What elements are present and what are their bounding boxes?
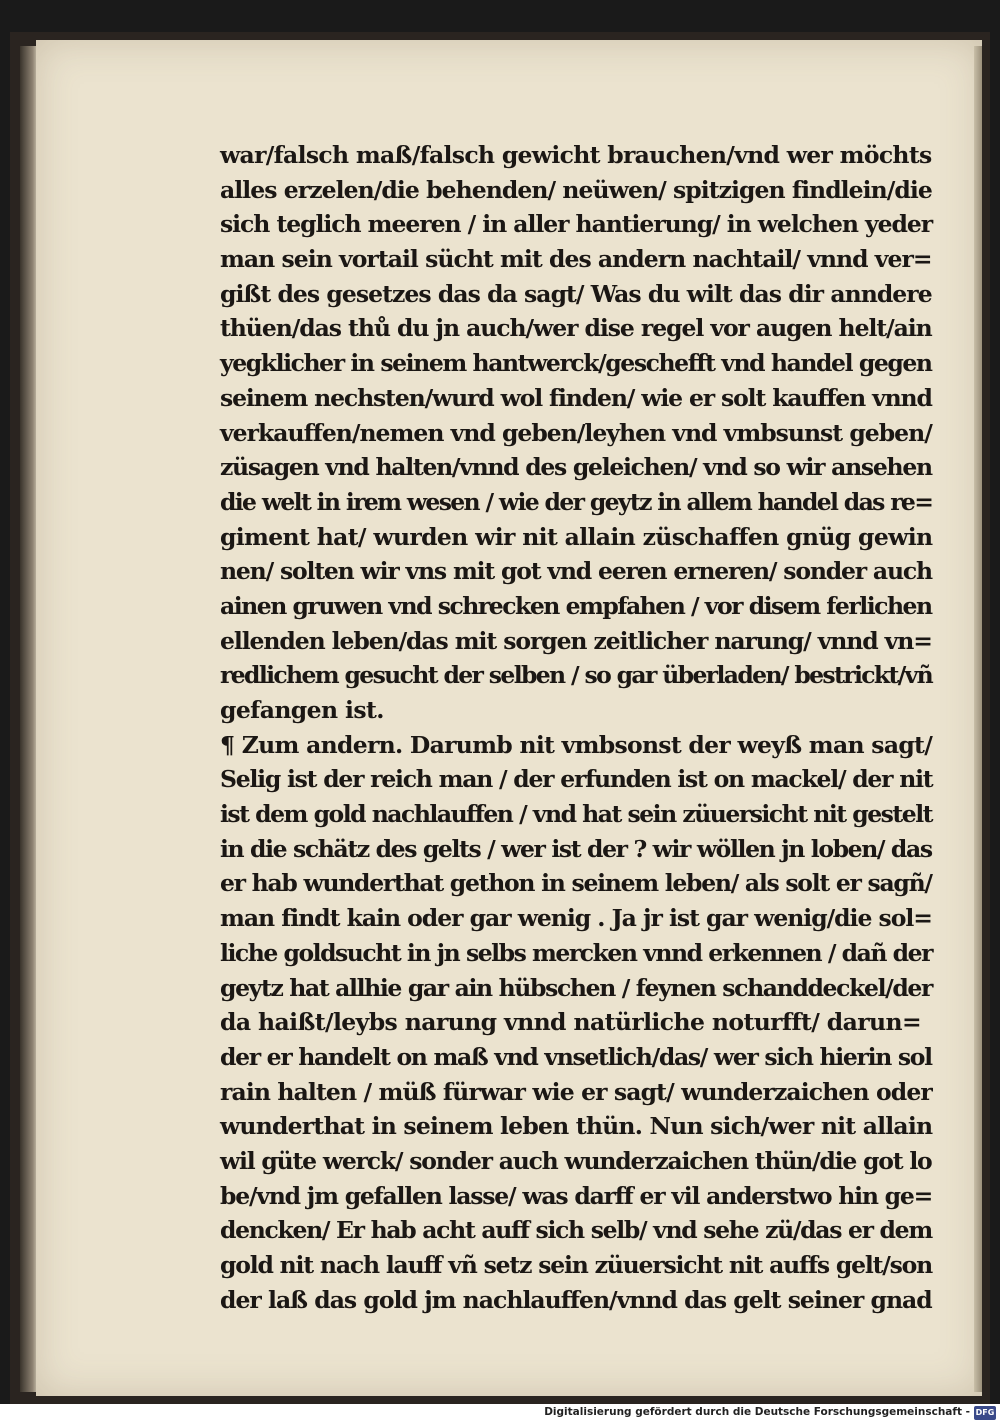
text-line: giment hat/ wurden wir nit allain züschaffen gnüg gewin (220, 522, 933, 551)
text-line: rain halten / müß fürwar wie er sagt/ wunderzaichen oder (220, 1077, 932, 1106)
page-right-edge (974, 46, 982, 1392)
text-line: ellenden leben/das mit sorgen zeitlicher narung/ vnnd vn= (220, 626, 932, 655)
text-line: dencken/ Er hab acht auff sich selb/ vnd sehe zü/das er dem (220, 1216, 932, 1245)
text-line: war/falsch maß/falsch gewicht brauchen/vnd wer möchts (220, 141, 932, 169)
text-line: yegklicher in seinem hantwerck/geschefft vnd handel gegen (220, 349, 932, 378)
text-line: gißt des gesetzes das da sagt/ Was du wilt das dir anndere (220, 279, 932, 308)
text-line: man sein vortail sücht mit des andern nachtail/ vnnd ver= (220, 245, 932, 274)
text-line: geytz hat allhie gar ain hübschen / feynen schanddeckel/der (220, 973, 933, 1002)
text-line: man findt kain oder gar wenig . Ja jr ist gar wenig/die sol= (220, 904, 932, 933)
text-line: in die schätz des gelts / wer ist der ? wir wöllen jn loben/ das (220, 834, 932, 863)
text-line: redlichem gesucht der selben / so gar überladen/ bestrickt/vñ (220, 661, 933, 690)
text-line: verkauffen/nemen vnd geben/leyhen vnd vmbsunst geben/ (220, 418, 932, 447)
text-line: sich teglich meeren / in aller hantierung/ in welchen yeder (220, 210, 933, 239)
text-line: thüen/das thů du jn auch/wer dise regel vor augen helt/ain (220, 314, 932, 343)
dfg-logo: DFG (974, 1406, 996, 1420)
text-line: er hab wunderthat gethon in seinem leben/ als solt er sagñ/ (220, 869, 932, 898)
digitization-credit: Digitalisierung gefördert durch die Deutsche Forschungsgemeinschaft - (544, 1406, 970, 1418)
text-line: seinem nechsten/wurd wol finden/ wie er solt kauffen vnnd (220, 383, 932, 412)
page-text-block (220, 138, 932, 1317)
text-line: gefangen ist. (220, 696, 384, 724)
text-line: ist dem gold nachlauffen / vnd hat sein züuersicht nit gestelt (220, 800, 932, 829)
text-line: der er handelt on maß vnd vnsetlich/das/ wer sich hierin sol (220, 1042, 932, 1071)
text-line: nen/ solten wir vns mit got vnd eeren erneren/ sonder auch (220, 557, 932, 586)
text-line: be/vnd jm gefallen lasse/ was darff er vil anderstwo hin ge= (220, 1181, 933, 1210)
text-line: ¶ Zum andern. Darumb nit vmbsonst der weyß man sagt/ (220, 730, 933, 759)
text-line: Selig ist der reich man / der erfunden ist on mackel/ der nit (220, 765, 933, 794)
text-line: da haißt/leybs narung vnnd natürliche noturfft/ darun= (220, 1008, 922, 1037)
text-line: wunderthat in seinem leben thün. Nun sich/wer nit allain (220, 1112, 933, 1141)
text-line: gold nit nach lauff vñ setz sein züuersicht nit auffs gelt/son (220, 1251, 933, 1279)
text-line: die welt in irem wesen / wie der geytz in allem handel das re= (220, 487, 933, 516)
text-line: der laß das gold jm nachlauffen/vnnd das gelt seiner gnad (220, 1285, 932, 1314)
text-line: alles erzelen/die behenden/ neüwen/ spitzigen findlein/die (220, 175, 932, 204)
text-line: ainen gruwen vnd schrecken empfahen / vor disem ferlichen (220, 591, 932, 620)
text-line: wil güte werck/ sonder auch wunderzaichen thün/die got lo (220, 1146, 932, 1175)
text-line: liche goldsucht in jn selbs mercken vnnd erkennen / dañ der (220, 938, 932, 967)
text-line: züsagen vnd halten/vnnd des geleichen/ vnd so wir ansehen (220, 453, 932, 482)
